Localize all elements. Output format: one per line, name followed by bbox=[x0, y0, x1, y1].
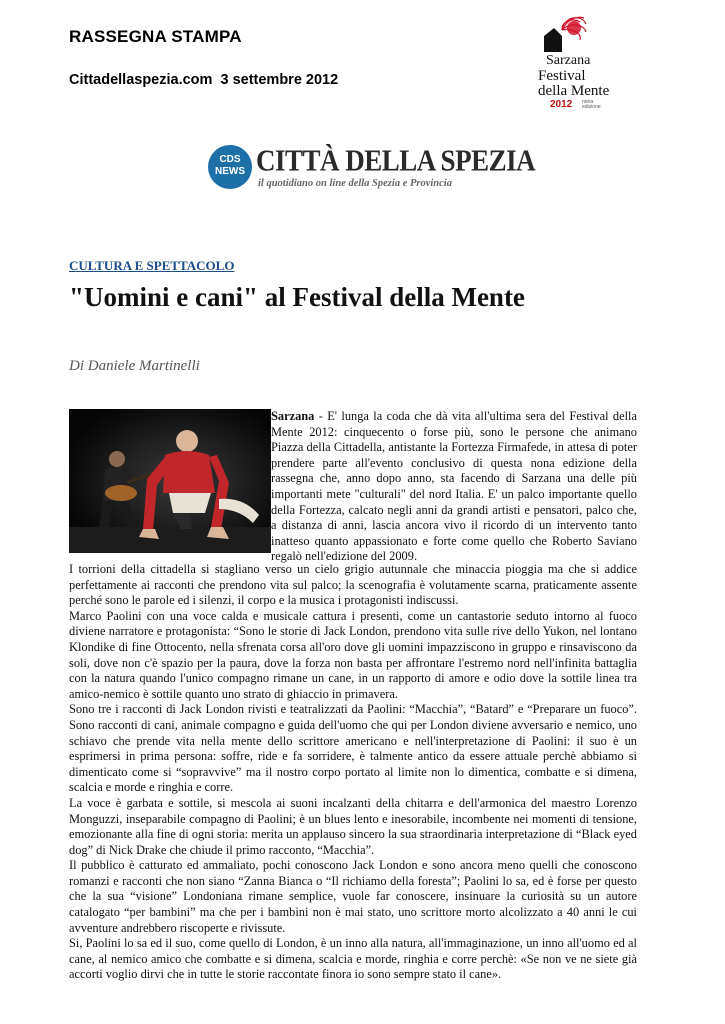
section-link[interactable]: CULTURA E SPETTACOLO bbox=[69, 258, 235, 273]
festival-logo bbox=[538, 14, 648, 114]
edition-word-2: edizione bbox=[582, 104, 601, 110]
article-headline: "Uomini e cani" al Festival della Mente bbox=[69, 282, 525, 312]
lead-place: Sarzana bbox=[271, 409, 315, 423]
body-paragraph: La voce è garbata e sottile, si mescola ai suoni incalzanti della chitarra e dell'armonica del maestro Lorenzo Monguzzi, inseparabile compagno di Paolini; è un blues lento e inesorabile, incombente nei momenti di tensione, emozionante alla fine di ogni storia: merita un applauso sincero la sua straordinaria interpretazione di “Black eyed dog” di Nick Drake che chiude il primo racconto, “Macchia”. bbox=[69, 795, 637, 857]
stage-photo bbox=[69, 409, 271, 553]
festival-edition bbox=[582, 100, 601, 110]
festival-name-line1: Festival bbox=[538, 68, 586, 84]
newspaper-title: CITTÀ DELLA SPEZIA bbox=[256, 143, 536, 178]
body-paragraph: Si, Paolini lo sa ed il suo, come quello di London, è un inno alla natura, all'immaginazione, un inno all'uomo ed al cane, al nemico amico che combatte e si dimena, scalcia e morde, ringhia e corre perchè: «Se non ve ne siete già accorti voglio dirvi che in tutte le storie raccontate finora io sono sempre stato il cane». bbox=[69, 936, 637, 982]
festival-city: Sarzana bbox=[546, 53, 591, 68]
festival-year: 2012 bbox=[550, 99, 573, 110]
lead-text: - E' lunga la coda che dà vita all'ultima sera del Festival della Mente 2012: cinquecento o forse più, sono le persone che animano Piazza della Cittadella, antistante la Fortezza Firmafede, in attesa di poter prendere parte all'evento conclusivo di questa nona edizione della rassegna che, anno dopo anno, sta facendo di Sarzana una delle più importanti mete "culturali" del nord Italia. E' un palco importante quello della Fortezza, calcato negli anni da grandi artisti e pensatori, palco che, a distanza di anni, lascia ancora vivo il ricordo di un intervento tanto inatteso quanto appassionato e forte come quello che Roberto Saviano regalò nell'edizione del 2009. bbox=[271, 409, 637, 564]
body-paragraph: Il pubblico è catturato ed ammaliato, pochi conoscono Jack London e sono ancora meno quelli che conoscono romanzi e racconti che non siano “Zanna Bianca o “Il richiamo della foresta”; Paolini lo sa, ed è forse per questo che la sua “visione” Londoniana rimane semplice, vuole far conoscere, insinuare la curiosità su un autore catalogato “per bambini” ma che per i bambini non è mai stato, uno scrittore morto alcolizzato a 40 anni le cui avventure andrebbero riscoperte e rivissute. bbox=[69, 858, 637, 935]
festival-name-line2: della Mente bbox=[538, 83, 610, 99]
festival-emblem-icon bbox=[540, 14, 590, 54]
body-paragraph: Marco Paolini con una voce calda e musicale cattura i presenti, come un cantastorie seduto intorno al fuoco diviene narratore e protagonista: “Sono le storie di Jack London, prendono vita sulle rive dello Yukon, nel lontano Klondike di fine Ottocento, nella sfrenata corsa all'oro dove gli uomini impazziscono in gruppo e rinsaviscono da soli, dove non c'è spazio per la paura, dove la forza non basta per affrontare l'estremo nord nell'infinita battaglia con la natura quando l'unico compagno rimane un cane, in un rapporto di amore e odio dove la sottile linea tra amico-nemico è sottile quanto uno strato di ghiaccio in primavera. bbox=[69, 608, 637, 701]
article-byline: Di Daniele Martinelli bbox=[69, 358, 200, 374]
article-body bbox=[69, 562, 637, 983]
source-and-date: Cittadellaspezia.com 3 settembre 2012 bbox=[69, 72, 339, 88]
badge-line-1: CDS bbox=[219, 154, 241, 165]
edition-word-1: nona bbox=[582, 99, 594, 105]
article-lead bbox=[271, 409, 637, 565]
stage-photo-illustration bbox=[69, 409, 271, 553]
badge-line-2: NEWS bbox=[215, 166, 245, 177]
newspaper-masthead bbox=[208, 143, 536, 195]
body-paragraph: I torrioni della cittadella si stagliano verso un cielo grigio autunnale che minaccia pioggia ma che si addice perfettamente ai racconti che prendono vita sul palco; la scenografia è volutamente scarna, praticamente assente perché sono le parole ed i silenzi, il corpo e la musica i protagonisti indiscussi. bbox=[69, 562, 637, 608]
newspaper-subtitle: il quotidiano on line della Spezia e Provincia bbox=[258, 178, 452, 189]
body-paragraph: Sono tre i racconti di Jack London rivisti e teatralizzati da Paolini: “Macchia”, “Batard” e “Preparare un fuoco”. Sono racconti di cani, animale compagno e guida dell'uomo che qui per London diviene avversario e nemico, uno schiavo che prende vita nella mente dello scrittore americano e nell'interpretazione di Paolini: il suo è un esprimersi in prima persona: soffre, ride e fa sorridere, è talmente antico da essere attuale perchè abbiamo si dimenticato come si “sopravvive” ma il nostro corpo portato al limite non lo dimentica, combatte e si dimena, scalcia e morde e ringhia e corre. bbox=[69, 702, 637, 795]
press-review-label: RASSEGNA STAMPA bbox=[69, 27, 242, 46]
cds-news-badge bbox=[208, 145, 252, 189]
